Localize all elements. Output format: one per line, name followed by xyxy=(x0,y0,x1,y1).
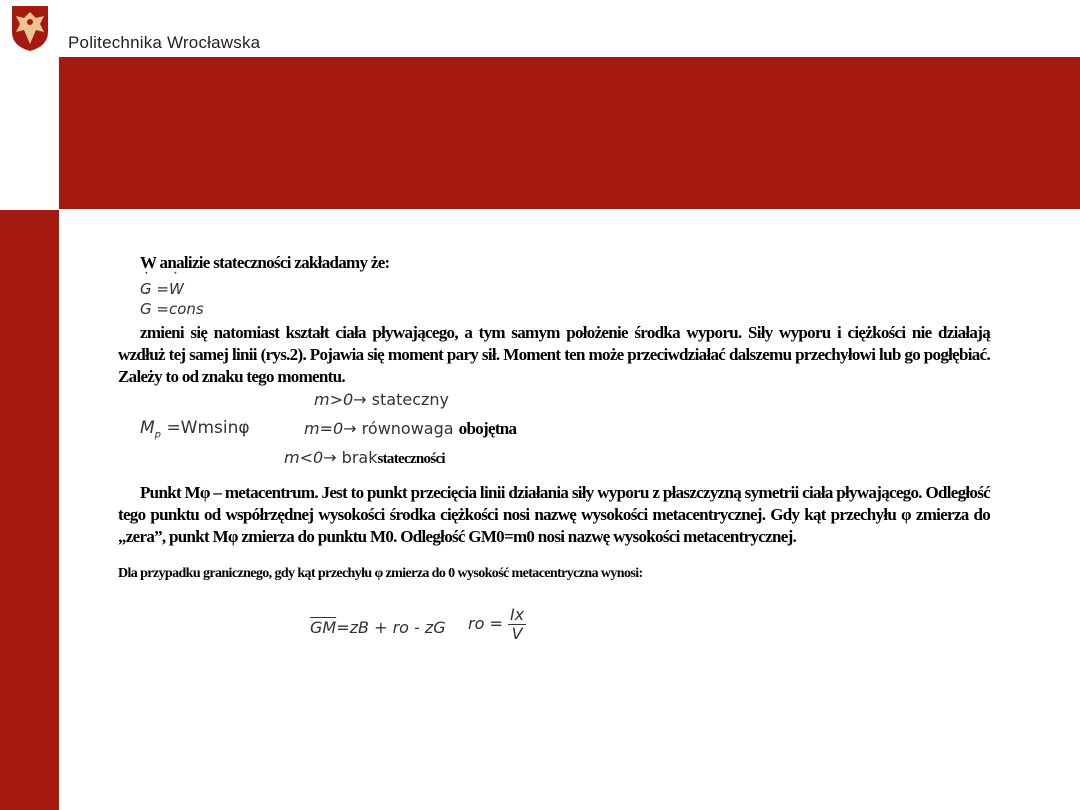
left-accent-bar xyxy=(0,210,59,810)
fraction: $\frac{Ix}{V}$ xyxy=(509,605,525,643)
moment-formula: $M_p =Wmsin\varphi$ xyxy=(140,418,250,441)
paragraph-limit-case: Dla przypadku granicznego, gdy kąt przechyłu φ zmierza do 0 wysokość metacentryczna wynosi: xyxy=(118,566,643,581)
formula-ro: ro = $\frac{Ix}{V}$ xyxy=(468,605,525,643)
formula-gm: $\overline{GM}=zB$ + ro - zG xyxy=(310,618,446,637)
paragraph-shape-change: zmieni się natomiast kształt ciała pływającego, a tym samym położenie środka wyporu. Siły wyporu i ciężkości nie działają wzdłuż tej samej linii (rys.2). Pojawia się moment pary sił. Moment ten może przeciwdziałać dalszemu przechyłowi lub go pogłębiać. Zależy to od znaku tego momentu. xyxy=(118,323,990,386)
assumption-equations xyxy=(140,278,990,322)
equation-g-w: ˙ G =˙ W xyxy=(140,280,184,298)
org-name: Politechnika Wrocławska xyxy=(68,33,261,52)
intro-text: W analizie stateczności zakładamy że: xyxy=(140,253,390,272)
header-banner xyxy=(59,57,1080,209)
case-negative: m<0→ brakstateczności xyxy=(284,448,445,467)
university-logo-icon xyxy=(10,4,50,52)
moment-cases xyxy=(118,390,990,474)
equation-g-cons: ˙ G =cons xyxy=(140,300,204,318)
formula-block xyxy=(118,602,990,662)
slide-content xyxy=(118,252,990,662)
case-zero: m=0→ równowaga obojętna xyxy=(304,419,517,438)
paragraph-metacentrum: Punkt Mφ – metacentrum. Jest to punkt przecięcia linii działania siły wyporu z płaszczyzną symetrii ciała pływającego. Odległość tego punktu od współrzędnej wysokości środka ciężkości nosi nazwę wysokości metacentrycznej. Gdy kąt przechyłu φ zmierza do „zera”, punkt Mφ zmierza do punktu M0. Odległość GM0=m0 nosi nazwę wysokości metacentrycznej. xyxy=(118,483,990,546)
case-positive: m>0→ stateczny xyxy=(314,390,450,409)
